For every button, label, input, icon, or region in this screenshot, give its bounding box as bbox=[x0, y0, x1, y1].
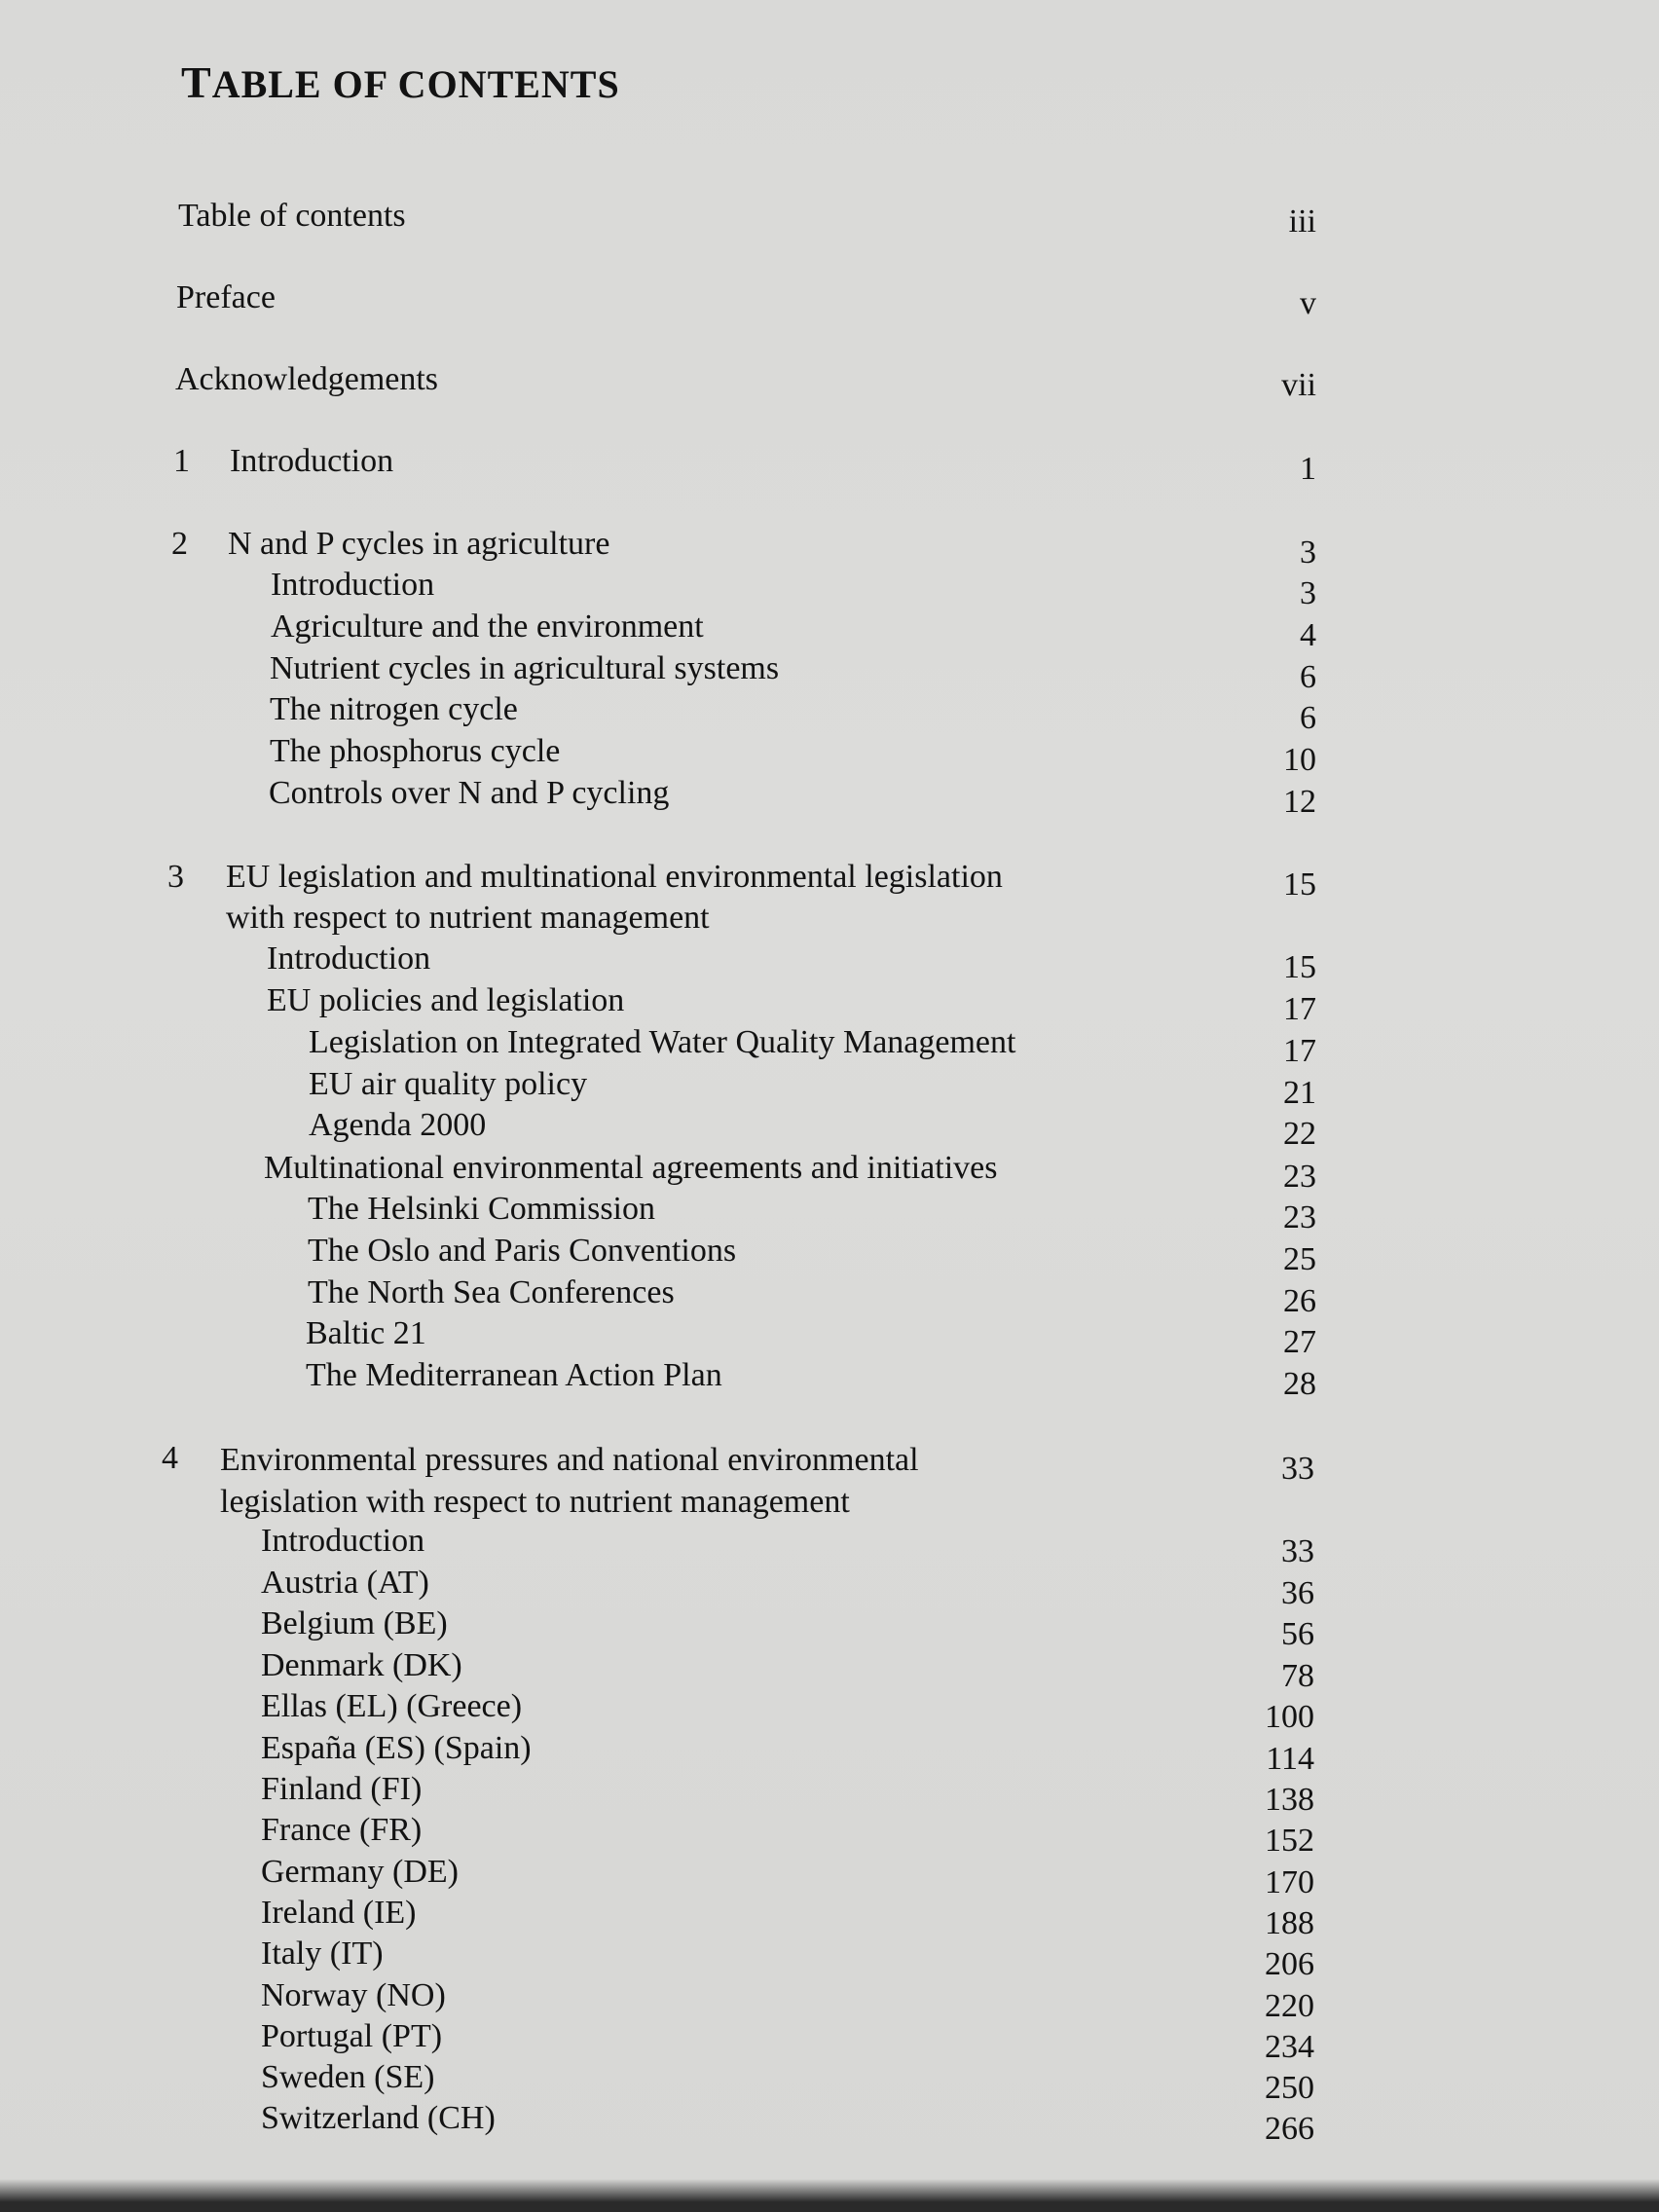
toc-page-number: 17 bbox=[1283, 1033, 1316, 1069]
toc-page-number: 266 bbox=[1265, 2111, 1314, 2147]
section-title: Germany (DE) bbox=[261, 1854, 459, 1890]
toc-page-number: 100 bbox=[1265, 1699, 1314, 1735]
chapter-title: N and P cycles in agriculture bbox=[228, 526, 610, 562]
toc-page-number: 28 bbox=[1283, 1366, 1316, 1402]
toc-page-number: 15 bbox=[1283, 866, 1316, 903]
toc-page-number: 26 bbox=[1283, 1283, 1316, 1319]
toc-page-number: 3 bbox=[1300, 535, 1316, 571]
subsection-title: EU air quality policy bbox=[309, 1066, 588, 1102]
section-title: Controls over N and P cycling bbox=[269, 775, 670, 811]
section-title: Introduction bbox=[271, 567, 435, 603]
chapter-title: Introduction bbox=[230, 443, 394, 479]
toc-page-number: 17 bbox=[1283, 991, 1316, 1027]
section-title: España (ES) (Spain) bbox=[261, 1730, 532, 1766]
toc-page-number: 15 bbox=[1283, 949, 1316, 985]
section-title: Belgium (BE) bbox=[261, 1605, 448, 1641]
section-title: Portugal (PT) bbox=[261, 2018, 443, 2054]
toc-page-number: 21 bbox=[1283, 1075, 1316, 1111]
section-title: Ireland (IE) bbox=[261, 1895, 417, 1931]
toc-page-number: 138 bbox=[1265, 1782, 1314, 1818]
section-title: Finland (FI) bbox=[261, 1771, 423, 1807]
section-title: The nitrogen cycle bbox=[270, 691, 518, 727]
toc-page-number: 6 bbox=[1300, 659, 1316, 695]
toc-page-number: 250 bbox=[1265, 2070, 1314, 2106]
toc-page-number: 27 bbox=[1283, 1324, 1316, 1360]
chapter-title-line-1: Environmental pressures and national environmental bbox=[220, 1442, 919, 1478]
toc-page-number: 4 bbox=[1300, 617, 1316, 653]
toc-page-number: 56 bbox=[1281, 1616, 1314, 1652]
toc-page-number: 220 bbox=[1265, 1988, 1314, 2024]
chapter-number: 4 bbox=[162, 1440, 178, 1476]
toc-entry-table-of-contents: Table of contents bbox=[178, 198, 406, 234]
section-title: Norway (NO) bbox=[261, 1977, 446, 2013]
chapter-title-line-2: legislation with respect to nutrient management bbox=[220, 1484, 850, 1520]
title-initial: T bbox=[181, 57, 212, 107]
section-title: Introduction bbox=[261, 1523, 425, 1559]
toc-entry-preface: Preface bbox=[176, 279, 276, 315]
toc-page-number: 170 bbox=[1265, 1864, 1314, 1900]
toc-page-number: 25 bbox=[1283, 1241, 1316, 1277]
toc-page-number: v bbox=[1300, 285, 1316, 321]
section-title: Italy (IT) bbox=[261, 1936, 384, 1972]
toc-page-number: 152 bbox=[1265, 1823, 1314, 1859]
toc-page-number: 23 bbox=[1283, 1199, 1316, 1235]
toc-page-number: vii bbox=[1281, 367, 1316, 403]
chapter-number: 1 bbox=[173, 443, 190, 479]
toc-page-number: iii bbox=[1288, 203, 1316, 240]
toc-page-number: 33 bbox=[1281, 1451, 1314, 1487]
section-title: Nutrient cycles in agricultural systems bbox=[270, 650, 780, 686]
section-title: Multinational environmental agreements and initiatives bbox=[264, 1150, 998, 1186]
section-title: The phosphorus cycle bbox=[270, 733, 561, 769]
subsection-title: The Oslo and Paris Conventions bbox=[308, 1233, 737, 1269]
toc-page-number: 114 bbox=[1266, 1741, 1314, 1777]
section-title: Denmark (DK) bbox=[261, 1647, 462, 1683]
subsection-title: Legislation on Integrated Water Quality Management bbox=[309, 1024, 1016, 1060]
section-title: Ellas (EL) (Greece) bbox=[261, 1688, 523, 1724]
chapter-title-line-2: with respect to nutrient management bbox=[226, 900, 710, 936]
toc-page-number: 1 bbox=[1300, 451, 1316, 487]
subsection-title: The North Sea Conferences bbox=[308, 1274, 675, 1310]
toc-page-number: 36 bbox=[1281, 1575, 1314, 1611]
toc-page-number: 6 bbox=[1300, 700, 1316, 736]
toc-page-number: 78 bbox=[1281, 1658, 1314, 1694]
section-title: Switzerland (CH) bbox=[261, 2100, 496, 2136]
chapter-number: 2 bbox=[171, 526, 188, 562]
toc-page-number: 33 bbox=[1281, 1533, 1314, 1569]
section-title: EU policies and legislation bbox=[267, 982, 625, 1018]
toc-page-number: 234 bbox=[1265, 2029, 1314, 2065]
subsection-title: The Mediterranean Action Plan bbox=[306, 1357, 722, 1393]
section-title: Sweden (SE) bbox=[261, 2059, 435, 2095]
toc-page-number: 22 bbox=[1283, 1116, 1316, 1152]
section-title: France (FR) bbox=[261, 1812, 423, 1848]
title-rest: ABLE OF CONTENTS bbox=[211, 62, 620, 106]
toc-page-number: 23 bbox=[1283, 1159, 1316, 1195]
subsection-title: Agenda 2000 bbox=[309, 1107, 487, 1143]
subsection-title: Baltic 21 bbox=[306, 1315, 426, 1351]
bottom-edge-shadow bbox=[0, 2179, 1659, 2212]
section-title: Austria (AT) bbox=[261, 1565, 429, 1601]
toc-entry-acknowledgements: Acknowledgements bbox=[175, 361, 439, 397]
chapter-number: 3 bbox=[167, 859, 184, 895]
toc-page-number: 188 bbox=[1265, 1905, 1314, 1941]
subsection-title: The Helsinki Commission bbox=[308, 1191, 655, 1227]
chapter-title-line-1: EU legislation and multinational environmental legislation bbox=[226, 859, 1003, 895]
section-title: Agriculture and the environment bbox=[271, 608, 704, 645]
toc-page-number: 206 bbox=[1265, 1946, 1314, 1982]
toc-page-number: 3 bbox=[1300, 575, 1316, 611]
toc-page-number: 10 bbox=[1283, 742, 1316, 778]
section-title: Introduction bbox=[267, 940, 431, 977]
toc-page-number: 12 bbox=[1283, 784, 1316, 820]
